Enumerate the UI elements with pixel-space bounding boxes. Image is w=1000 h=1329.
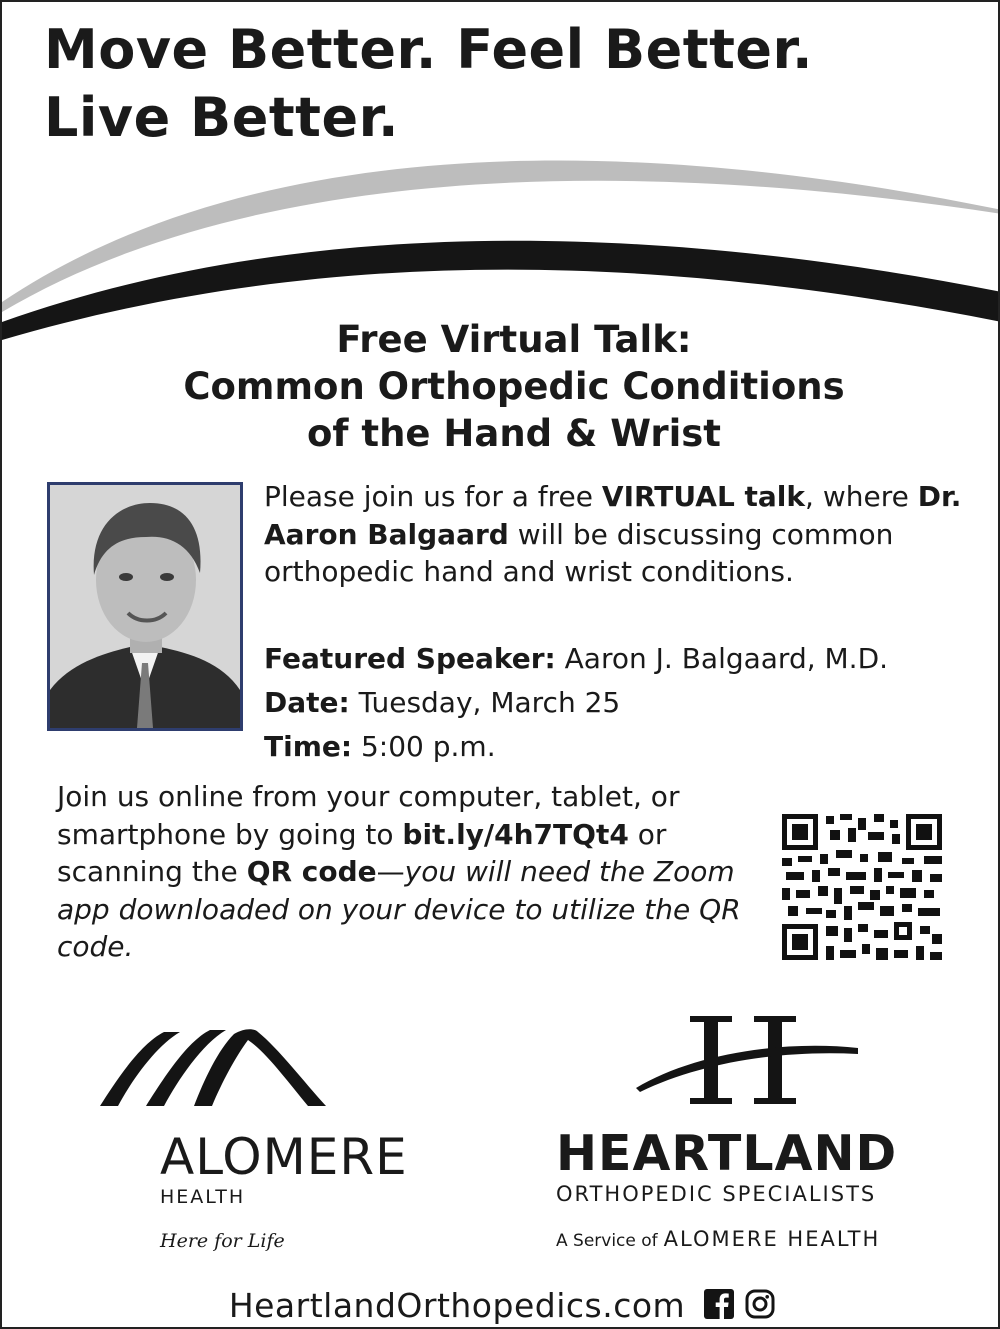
alomere-logo-icon bbox=[98, 1026, 328, 1110]
alomere-sub: HEALTH bbox=[160, 1186, 246, 1208]
qr-code-text: QR code bbox=[246, 855, 377, 888]
featured-speaker-label: Featured Speaker: bbox=[264, 642, 556, 675]
zoom-link[interactable]: bit.ly/4h7TQt4 bbox=[402, 817, 629, 851]
alomere-name: ALOMERE bbox=[160, 1128, 408, 1186]
join-text-1: Join us online from your computer, tablet, or smartphone by going to bbox=[57, 780, 680, 851]
join-zoom-note: you will need the Zoom app downloaded on your device to utilize the QR code. bbox=[57, 855, 741, 963]
footer bbox=[2, 1286, 1000, 1327]
swoosh-graphic bbox=[2, 152, 1000, 342]
qr-code-icon[interactable] bbox=[782, 814, 942, 960]
talk-title-line-1: Free Virtual Talk: bbox=[336, 318, 692, 361]
talk-title bbox=[2, 316, 1000, 457]
event-time-label: Time: bbox=[264, 730, 353, 763]
event-date-label: Date: bbox=[264, 686, 350, 719]
heartland-name: HEARTLAND bbox=[556, 1125, 898, 1182]
service-name: ALOMERE HEALTH bbox=[663, 1227, 881, 1251]
intro-text-1: Please join us for a free bbox=[264, 480, 602, 513]
intro-paragraph bbox=[264, 478, 964, 591]
instagram-icon[interactable] bbox=[745, 1289, 775, 1319]
headline-line-1: Move Better. Feel Better. bbox=[44, 18, 813, 81]
join-dash: — bbox=[376, 855, 405, 888]
intro-doctor-name: Dr. Aaron Balgaard bbox=[264, 480, 962, 551]
intro-text-2: , where bbox=[805, 480, 918, 513]
alomere-tagline: Here for Life bbox=[160, 1230, 285, 1252]
headline-line-2: Live Better. bbox=[44, 86, 400, 149]
facebook-icon[interactable] bbox=[704, 1289, 734, 1319]
event-date-value: Tuesday, March 25 bbox=[349, 686, 621, 719]
heartland-logo-icon bbox=[632, 1014, 872, 1106]
talk-title-line-2: Common Orthopedic Conditions bbox=[183, 365, 845, 408]
event-date bbox=[264, 686, 620, 720]
intro-virtual-talk: VIRTUAL talk bbox=[601, 480, 806, 513]
event-time-value: 5:00 p.m. bbox=[352, 730, 496, 763]
service-line bbox=[556, 1227, 880, 1251]
event-time bbox=[264, 730, 496, 764]
service-prefix: A Service of bbox=[556, 1231, 658, 1251]
talk-title-line-3: of the Hand & Wrist bbox=[307, 412, 721, 455]
intro-text-3: will be discussing common orthopedic hand and wrist conditions. bbox=[264, 517, 894, 588]
join-paragraph bbox=[57, 778, 757, 966]
heartland-sub: ORTHOPEDIC SPECIALISTS bbox=[556, 1182, 877, 1206]
headline bbox=[44, 16, 813, 152]
footer-url[interactable]: HeartlandOrthopedics.com bbox=[228, 1286, 686, 1325]
join-text-2: or scanning the bbox=[57, 817, 667, 888]
featured-speaker-value: Aaron J. Balgaard, M.D. bbox=[555, 642, 889, 675]
featured-speaker bbox=[264, 642, 888, 676]
speaker-photo bbox=[47, 482, 243, 731]
